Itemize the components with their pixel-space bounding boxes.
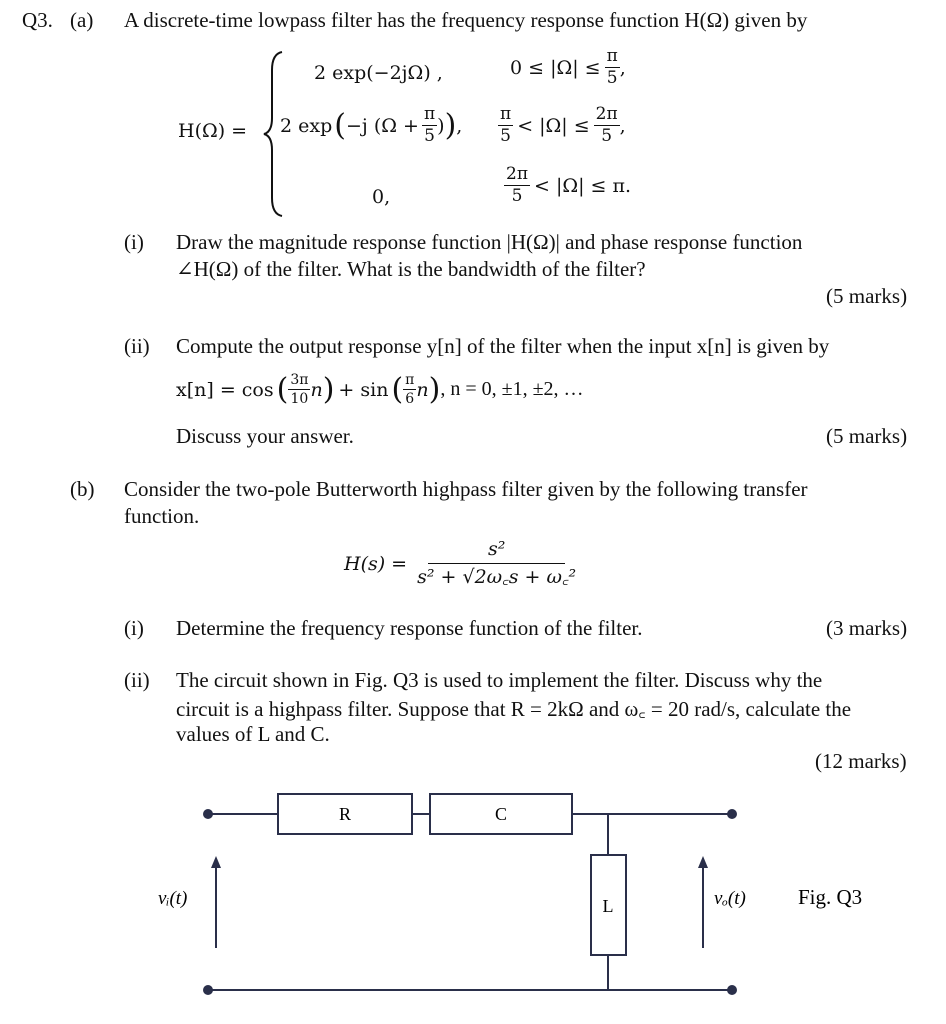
frac-num: 2π bbox=[595, 104, 618, 124]
inductor-label: L bbox=[602, 896, 614, 916]
part-b-ii-label: (ii) bbox=[124, 668, 150, 692]
frac-num: π bbox=[606, 46, 618, 66]
frac-den: 10 bbox=[290, 391, 309, 407]
frac-den: 5 bbox=[511, 186, 523, 206]
part-b-intro1: Consider the two-pole Butterworth highpass filter given by the following transfer bbox=[124, 477, 808, 501]
hs-denominator: s² + √2ω꜀s + ω꜀² bbox=[417, 566, 577, 588]
part-a-i-label: (i) bbox=[124, 230, 144, 254]
case3-cond-text: < |Ω| ≤ π. bbox=[534, 174, 632, 197]
hs-numerator: s² bbox=[428, 540, 565, 564]
case2-cond-frac2 bbox=[594, 106, 620, 145]
case1-expression: 2 exp(−2jΩ) , bbox=[314, 62, 443, 84]
frac-num: π bbox=[423, 104, 436, 124]
part-b-i-marks: (3 marks) bbox=[826, 616, 908, 640]
question-number: Q3. bbox=[22, 8, 53, 32]
frac-num: π bbox=[405, 372, 415, 388]
eq-tail: , n = 0, ±1, ±2, … bbox=[440, 378, 584, 400]
part-a-ii-text: Compute the output response y[n] of the filter when the input x[n] is given by bbox=[176, 334, 830, 358]
case1-cond-text: 0 ≤ |Ω| ≤ bbox=[510, 56, 601, 79]
vout-label: vₒ(t) bbox=[714, 888, 746, 909]
eq-lhs: x[n] = cos bbox=[176, 378, 274, 401]
part-b-ii-marks: (12 marks) bbox=[815, 749, 907, 773]
case2-exp: 2 exp bbox=[280, 114, 333, 137]
part-b-ii-text2: circuit is a highpass filter. Suppose that R = 2kΩ and ω꜀ = 20 rad/s, calculate the bbox=[176, 697, 852, 721]
hs-fraction bbox=[415, 540, 578, 587]
frac-num: 2π bbox=[506, 164, 528, 184]
case2-cond-mid: < |Ω| ≤ bbox=[517, 114, 590, 137]
terminal-out-bottom bbox=[727, 985, 737, 995]
vout-arrowhead-icon bbox=[698, 856, 708, 868]
frac-num: 3π bbox=[290, 372, 309, 388]
case2-expression: 2 exp ( −j (Ω + $\frac{\pi}{5}$ ) ) , bbox=[280, 104, 463, 146]
resistor-label: R bbox=[338, 804, 352, 824]
part-b-i-text: Determine the frequency response function of the filter. bbox=[176, 616, 643, 640]
equation-lhs: H(Ω) = bbox=[178, 120, 248, 142]
part-b-intro2: function. bbox=[124, 504, 200, 528]
eq-frac-pi6 bbox=[403, 373, 416, 406]
case3-condition bbox=[504, 166, 631, 205]
hs-lhs: H(s) = bbox=[344, 552, 408, 575]
part-a-ii-label: (ii) bbox=[124, 334, 150, 358]
terminal-out-top bbox=[727, 809, 737, 819]
capacitor-label: C bbox=[494, 804, 508, 824]
part-b-label: (b) bbox=[70, 477, 95, 501]
part-a-intro: A discrete-time lowpass filter has the frequency response function H(Ω) given by bbox=[124, 8, 808, 32]
case1-fraction bbox=[605, 48, 620, 87]
case3-fraction bbox=[504, 166, 530, 205]
frac-num: π bbox=[500, 104, 512, 124]
eq-plus-sin: + sin bbox=[338, 378, 389, 401]
case2-inner: −j (Ω + bbox=[345, 114, 419, 137]
eq-n: n bbox=[416, 378, 429, 401]
input-signal-equation: x[n] = cos ( $\frac{3\pi}{10}$ n ) + sin ( $\frac{\pi}{6}$ n ) , n = 0, ±1, ±2, … bbox=[176, 372, 584, 407]
eq-frac-3pi10 bbox=[288, 373, 310, 406]
case3-expression: 0, bbox=[372, 186, 391, 208]
part-a-i-marks: (5 marks) bbox=[826, 284, 908, 308]
frac-den: 6 bbox=[405, 391, 415, 407]
frac-den: 5 bbox=[601, 126, 613, 146]
eq-n: n bbox=[310, 378, 323, 401]
terminal-in-top bbox=[203, 809, 213, 819]
part-b-ii-text1: The circuit shown in Fig. Q3 is used to implement the filter. Discuss why the bbox=[176, 668, 823, 692]
frac-den: 5 bbox=[606, 68, 618, 88]
vin-arrowhead-icon bbox=[211, 856, 221, 868]
transfer-function bbox=[344, 540, 578, 587]
circuit-diagram bbox=[0, 780, 946, 1010]
case2-cond-frac1 bbox=[498, 106, 513, 145]
frac-den: 5 bbox=[500, 126, 511, 146]
case2-condition: $\frac{\pi}{5}$ < |Ω| ≤ $\frac{2\pi}{5}$ , bbox=[500, 104, 626, 146]
part-b-ii-text3: values of L and C. bbox=[176, 722, 330, 746]
part-b-i-label: (i) bbox=[124, 616, 144, 640]
terminal-in-bottom bbox=[203, 985, 213, 995]
part-a-i-text1: Draw the magnitude response function |H(Ω)| and phase response function bbox=[176, 230, 803, 254]
case1-condition: 0 ≤ |Ω| ≤ $\frac{\pi}{5}$ , bbox=[510, 46, 626, 88]
case2-fraction bbox=[422, 106, 437, 145]
frac-den: 5 bbox=[424, 126, 435, 146]
part-a-i-text2: ∠H(Ω) of the filter. What is the bandwidth of the filter? bbox=[176, 257, 646, 281]
vin-label: vᵢ(t) bbox=[158, 888, 188, 909]
figure-label: Fig. Q3 bbox=[798, 885, 863, 909]
part-a-label: (a) bbox=[70, 8, 94, 32]
part-a-ii-marks: (5 marks) bbox=[826, 424, 908, 448]
part-a-ii-discuss: Discuss your answer. bbox=[176, 424, 354, 448]
